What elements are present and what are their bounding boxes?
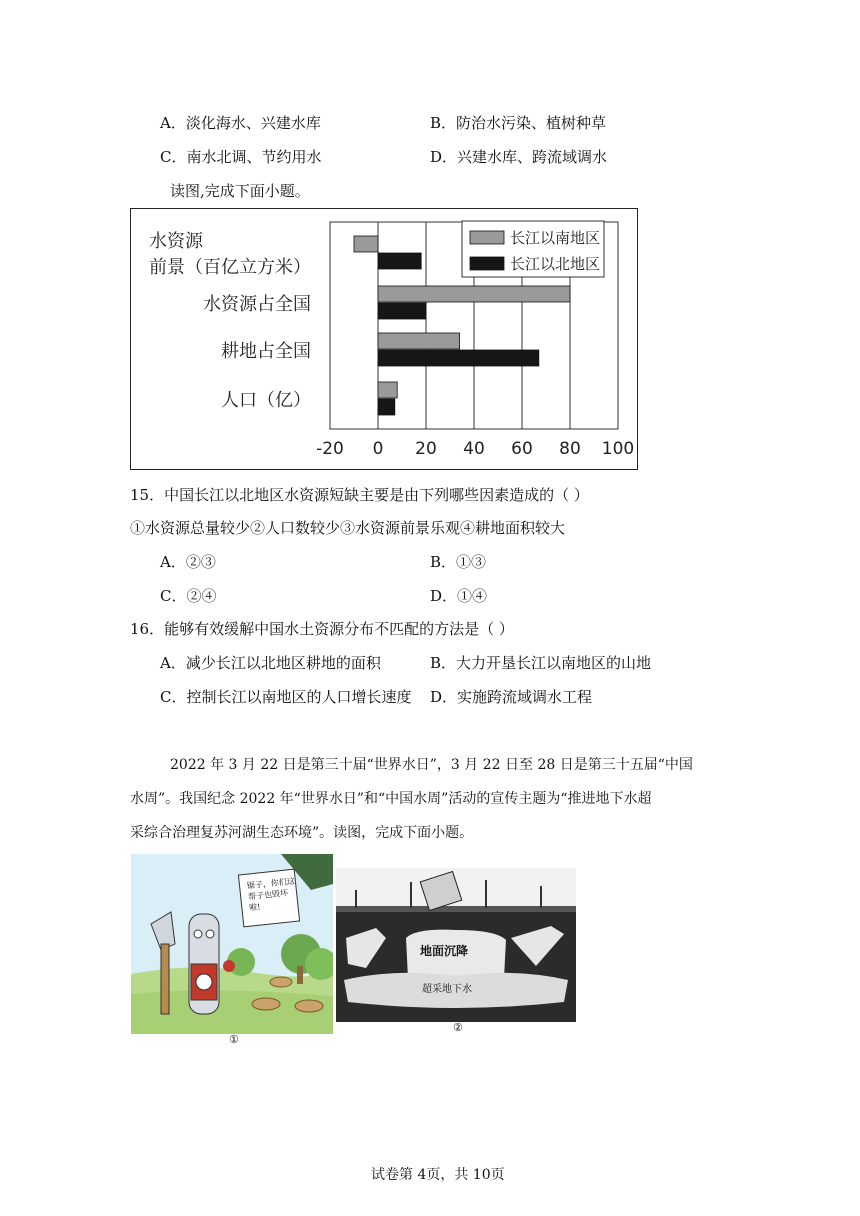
- chart-svg: [131, 209, 637, 469]
- page-footer: 试卷第 4页，共 10页: [371, 1167, 505, 1183]
- option-text: 防治水污染、植树种草: [456, 114, 607, 132]
- option-letter: D．: [430, 587, 458, 605]
- intro-read-figure: 读图,完成下面小题。: [170, 182, 310, 200]
- legend-label: 长江以南地区: [510, 229, 601, 247]
- option-letter: B．: [430, 654, 457, 672]
- q16-option-d: [430, 686, 592, 707]
- q15-option-d: [430, 585, 487, 606]
- option-text: ②④: [186, 587, 217, 605]
- q15-option-a: [160, 551, 216, 572]
- cartoon-deforestation: [131, 854, 333, 1034]
- x-tick-label: 0: [372, 439, 384, 459]
- bar: [378, 382, 397, 398]
- q16-option-a: [160, 652, 381, 673]
- q16-option-b: [430, 652, 651, 673]
- passage-line-2: 水周”。我国纪念 2022 年“世界水日”和“中国水周”活动的宣传主题为“推进地下水超: [130, 791, 652, 807]
- legend-label: 长江以北地区: [510, 255, 601, 273]
- option-text: 兴建水库、跨流域调水: [457, 148, 608, 166]
- bar: [378, 333, 460, 349]
- option-text: 淡化海水、兴建水库: [185, 114, 321, 132]
- option-text: 南水北调、节约用水: [186, 148, 322, 166]
- option-text: 减少长江以北地区耕地的面积: [185, 654, 381, 672]
- option-text: 控制长江以南地区的人口增长速度: [186, 688, 412, 706]
- option-text: 大力开垦长江以南地区的山地: [456, 654, 652, 672]
- legend-swatch: [470, 231, 504, 244]
- bar: [378, 399, 395, 415]
- cartoon-1-caption: ①: [229, 1033, 239, 1046]
- cartoon-2-subsidence-label: 地面沉降: [420, 944, 469, 958]
- bar: [378, 286, 570, 302]
- category-label: 水资源: [149, 231, 203, 252]
- option-letter: B．: [430, 114, 457, 132]
- category-label: 水资源占全国: [203, 294, 311, 315]
- option-letter: D．: [430, 688, 458, 706]
- x-tick-label: 60: [511, 439, 533, 459]
- q14-option-c: [160, 146, 322, 167]
- q14-option-d: [430, 146, 607, 167]
- water-resources-bar-chart: [130, 208, 638, 470]
- bar: [378, 253, 421, 269]
- cartoon-1-sign-text: 锯子，你们这帮子也毁坏啦!: [246, 876, 296, 913]
- x-tick-label: -20: [316, 439, 344, 459]
- option-text: 实施跨流域调水工程: [457, 688, 593, 706]
- cartoon-2-caption: ②: [453, 1021, 463, 1034]
- bar: [354, 236, 378, 252]
- passage-line-3: 采综合治理复苏河湖生态环境”。读图，完成下面小题。: [130, 825, 474, 841]
- q16-option-c: [160, 686, 412, 707]
- q14-option-a: [160, 112, 321, 133]
- option-letter: A．: [160, 553, 186, 571]
- q15-statements: ①水资源总量较少②人口数较少③水资源前景乐观④耕地面积较大: [130, 519, 566, 537]
- option-letter: B．: [430, 553, 457, 571]
- q14-option-b: [430, 112, 606, 133]
- x-tick-label: 100: [601, 439, 635, 459]
- q16-stem: 16．能够有效缓解中国水土资源分布不匹配的方法是（ ）: [130, 620, 514, 638]
- option-letter: C．: [160, 587, 187, 605]
- option-text: ①③: [456, 553, 487, 571]
- option-letter: A．: [160, 114, 186, 132]
- option-letter: C．: [160, 148, 187, 166]
- q15-option-c: [160, 585, 217, 606]
- cartoon-2-overexploit-label: 超采地下水: [422, 984, 472, 995]
- bar: [378, 350, 539, 366]
- cartoon-deforestation-drawing: [131, 854, 333, 1034]
- category-label: 前景（百亿立方米）: [149, 257, 311, 278]
- bar: [378, 303, 426, 319]
- legend-swatch: [470, 257, 504, 270]
- option-text: ②③: [185, 553, 216, 571]
- category-label: 人口（亿）: [221, 390, 311, 411]
- x-tick-label: 80: [559, 439, 581, 459]
- option-letter: D．: [430, 148, 458, 166]
- category-label: 耕地占全国: [221, 341, 311, 362]
- x-tick-label: 20: [415, 439, 437, 459]
- x-tick-label: 40: [463, 439, 485, 459]
- passage-line-1: 2022 年 3 月 22 日是第三十届“世界水日”，3 月 22 日至 28 日是第三十五届“中国: [170, 757, 693, 773]
- q15-stem: 15．中国长江以北地区水资源短缺主要是由下列哪些因素造成的（ ）: [130, 486, 589, 504]
- option-text: ①④: [457, 587, 488, 605]
- option-letter: A．: [160, 654, 186, 672]
- q15-option-b: [430, 551, 486, 572]
- option-letter: C．: [160, 688, 187, 706]
